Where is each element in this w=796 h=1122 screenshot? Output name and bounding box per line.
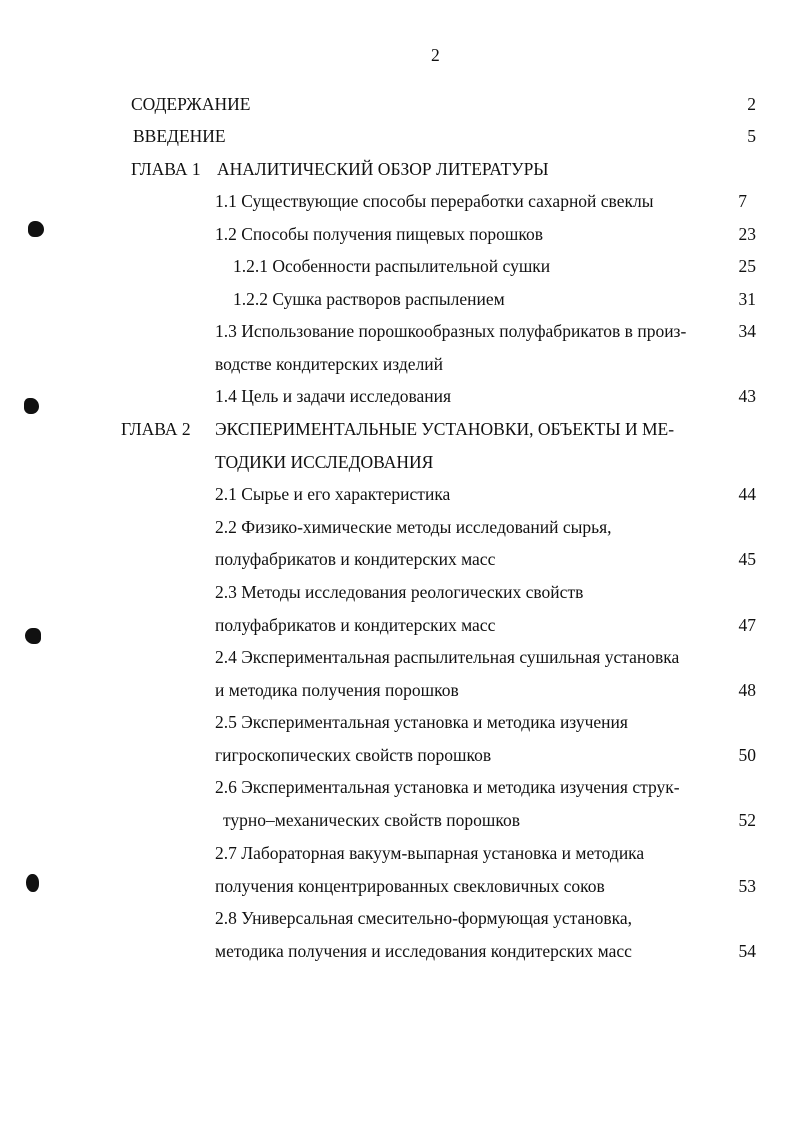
toc-1-3-line2: водстве кондитерских изделий — [215, 354, 444, 374]
punch-hole-mark — [28, 221, 44, 237]
toc-intro-title: ВВЕДЕНИЕ — [133, 126, 226, 146]
toc-2-5-line2: гигроскопических свойств порошков — [215, 745, 492, 765]
toc-2-6-line1: 2.6 Экспериментальная установка и методика изучения струк- — [215, 777, 680, 797]
toc-1-1-page: 7 — [738, 191, 747, 211]
chapter2-title-line2: ТОДИКИ ИССЛЕДОВАНИЯ — [215, 452, 434, 472]
toc-2-2-page: 45 — [738, 549, 756, 569]
page-number: 2 — [431, 45, 440, 65]
toc-intro-page: 5 — [747, 126, 756, 146]
toc-2-6-page: 52 — [738, 810, 756, 830]
punch-hole-mark — [24, 398, 39, 414]
punch-hole-mark — [25, 628, 41, 644]
toc-1-2-2-title: 1.2.2 Сушка растворов распылением — [233, 289, 505, 309]
toc-1-2-title: 1.2 Способы получения пищевых порошков — [215, 224, 543, 244]
toc-2-7-line2: получения концентрированных свекловичных соков — [215, 876, 605, 896]
toc-2-6-line2: турно–механических свойств порошков — [223, 810, 520, 830]
toc-1-1-title: 1.1 Существующие способы переработки сахарной свеклы — [215, 191, 654, 211]
toc-2-8-line2: методика получения и исследования кондитерских масс — [215, 941, 632, 961]
toc-1-3-page: 34 — [738, 321, 756, 341]
toc-contents-title: СОДЕРЖАНИЕ — [131, 94, 251, 114]
chapter1-title: АНАЛИТИЧЕСКИЙ ОБЗОР ЛИТЕРАТУРЫ — [217, 159, 549, 179]
toc-1-2-2-page: 31 — [738, 289, 756, 309]
toc-1-2-1-page: 25 — [738, 256, 756, 276]
toc-2-2-line2: полуфабрикатов и кондитерских масс — [215, 549, 496, 569]
toc-2-7-line1: 2.7 Лабораторная вакуум-выпарная установка и методика — [215, 843, 645, 863]
toc-1-2-1-title: 1.2.1 Особенности распылительной сушки — [233, 256, 551, 276]
toc-1-4-title: 1.4 Цель и задачи исследования — [215, 386, 452, 406]
toc-2-1-title: 2.1 Сырье и его характеристика — [215, 484, 451, 504]
toc-2-4-page: 48 — [738, 680, 756, 700]
chapter2-title-line1: ЭКСПЕРИМЕНТАЛЬНЫЕ УСТАНОВКИ, ОБЪЕКТЫ И МЕ- — [215, 419, 675, 439]
punch-hole-mark — [26, 874, 39, 892]
toc-1-3-line1: 1.3 Использование порошкообразных полуфабрикатов в произ- — [215, 321, 687, 341]
toc-1-4-page: 43 — [738, 386, 756, 406]
toc-2-4-line2: и методика получения порошков — [215, 680, 459, 700]
toc-2-8-page: 54 — [738, 941, 756, 961]
toc-2-7-page: 53 — [738, 876, 756, 896]
toc-2-3-page: 47 — [738, 615, 756, 635]
toc-2-5-line1: 2.5 Экспериментальная установка и методика изучения — [215, 712, 628, 732]
toc-2-8-line1: 2.8 Универсальная смесительно-формующая установка, — [215, 908, 632, 928]
toc-1-2-page: 23 — [738, 224, 756, 244]
chapter2-label: ГЛАВА 2 — [121, 419, 191, 439]
toc-2-3-line1: 2.3 Методы исследования реологических свойств — [215, 582, 584, 602]
toc-contents-page: 2 — [747, 94, 756, 114]
toc-2-2-line1: 2.2 Физико-химические методы исследований сырья, — [215, 517, 612, 537]
toc-2-1-page: 44 — [738, 484, 756, 504]
chapter1-label: ГЛАВА 1 — [131, 159, 201, 179]
toc-2-3-line2: полуфабрикатов и кондитерских масс — [215, 615, 496, 635]
toc-2-4-line1: 2.4 Экспериментальная распылительная сушильная установка — [215, 647, 680, 667]
toc-2-5-page: 50 — [738, 745, 756, 765]
